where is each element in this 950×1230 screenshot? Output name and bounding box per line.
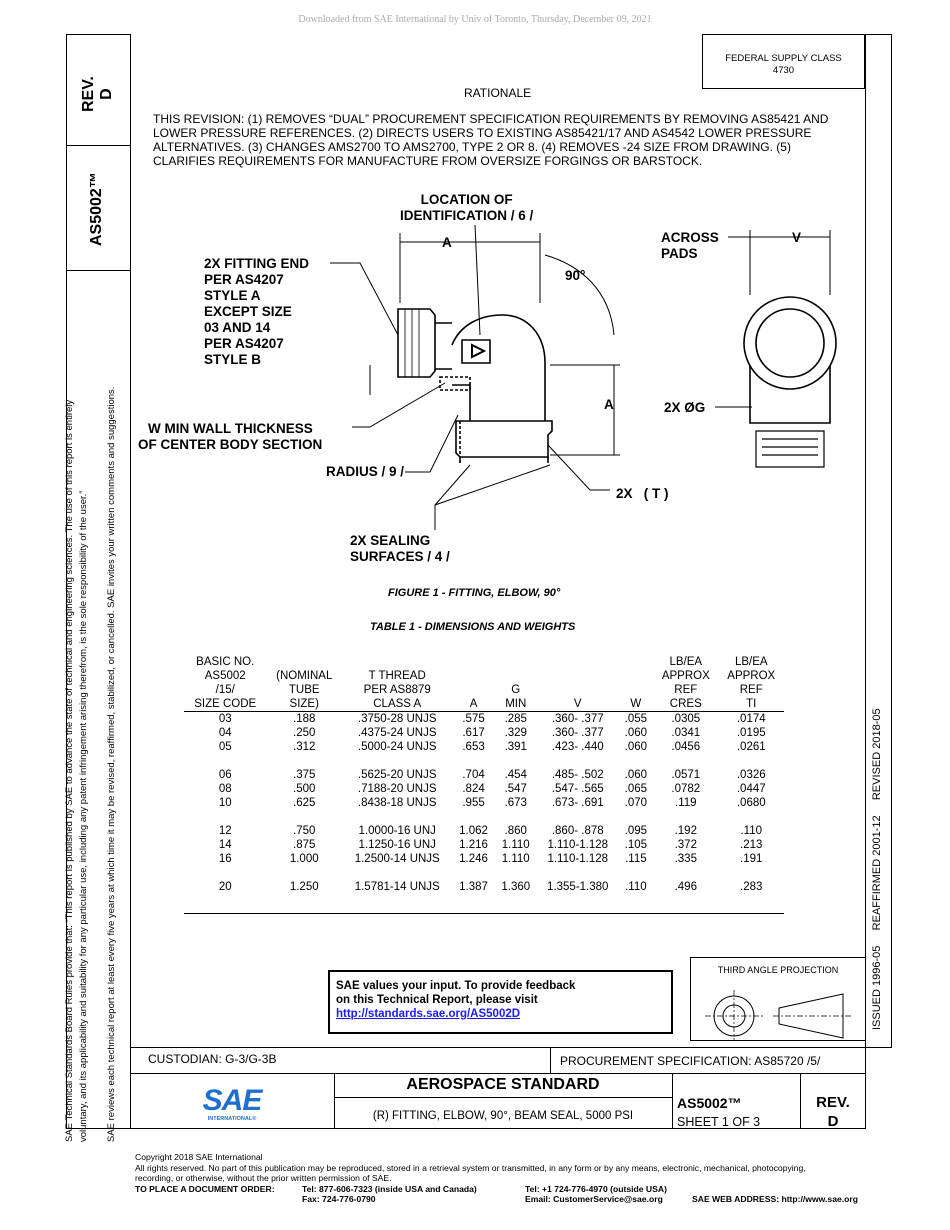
table-cell: .115 [625,853,647,865]
table-cell: .391 [504,741,527,753]
table-cell: .283 [740,881,763,893]
table-cell: .3750-28 UNJS [357,713,437,725]
table-row [184,852,784,866]
revision-block [800,1093,866,1131]
fitting-end-line-7: STYLE B [204,352,262,367]
table-cell: 1.1250-16 UNJ [358,839,436,851]
footer-tel-outside: Tel: +1 724-776-4970 (outside USA) [525,1183,667,1194]
sealing-line-1: 2X SEALING [350,533,431,548]
frame-top-left [66,34,130,35]
table-cell: .860 [504,825,527,837]
table-cell: 16 [218,853,232,865]
label-diam-g: 2X ØG [664,400,706,415]
table-cell: .0261 [736,741,766,753]
dimensions-table [184,655,784,894]
sheet-number: SHEET 1 OF 3 [677,1115,761,1129]
table-cell: .875 [293,839,316,851]
dim-v [750,230,830,295]
table-cell: 05 [218,741,232,753]
table-caption: TABLE 1 - DIMENSIONS AND WEIGHTS [370,621,576,633]
third-angle-projection [690,957,866,1041]
feedback-line-2: on this Technical Report, please visit [336,994,538,1006]
table-cell: .0680 [736,797,766,809]
table-cell: 1.2500-14 UNJS [354,853,440,865]
table-cell: .375 [293,769,316,781]
table-cell: .0195 [736,727,766,739]
table-cell: .0305 [671,713,701,725]
document-description: (R) FITTING, ELBOW, 90°, BEAM SEAL, 5000 PSI [372,1110,634,1122]
procurement-spec: PROCUREMENT SPECIFICATION: AS85720 /5/ [560,1054,821,1068]
leader-radius [405,415,458,472]
table-row [184,796,784,810]
table-cell: .110 [740,825,763,837]
col-tube-size: (NOMINAL TUBE SIZE) [276,670,333,710]
table-cell: 14 [218,839,232,851]
table-cell: .060 [624,727,648,739]
table-cell: .119 [675,797,697,809]
table-cell: .285 [504,713,527,725]
table-cell: .547 [504,783,527,795]
table-cell: .095 [624,825,648,837]
dim-a-top [400,233,540,303]
table-cell: .860- .878 [551,825,604,837]
col-cres: LB/EA APPROX REF CRES [661,656,710,710]
frame-top-right [865,34,891,35]
table-cell: 1.110-1.128 [547,839,609,851]
col-ti: LB/EA APPROX REF TI [727,656,776,710]
fitting-end-vertical [456,421,552,457]
leader-sealing [435,465,550,530]
table-row [184,810,784,838]
section-hatch [440,377,470,457]
table-cell: .360- .377 [551,713,604,725]
sealing-line-2: SURFACES / 4 / [350,549,450,564]
table-cell: .060 [624,741,648,753]
fitting-end-line-3: STYLE A [204,288,261,303]
table-cell: .5625-20 UNJS [357,769,437,781]
label-across-1: ACROSS [661,230,719,245]
footer [135,1152,858,1205]
fitting-end-horizontal [398,309,435,377]
table-cell: 03 [218,713,232,725]
table-cell: 1.387 [459,881,488,893]
aerospace-standard-heading: AEROSPACE STANDARD [406,1076,600,1093]
footer-order-label: TO PLACE A DOCUMENT ORDER: [135,1183,275,1194]
label-fitting-end [204,256,309,368]
table-cell: .454 [504,769,527,781]
table-cell: .065 [624,783,648,795]
footer-copyright: Copyright 2018 SAE International [135,1152,263,1162]
table-cell: .7188-20 UNJS [357,783,437,795]
sae-logo [196,1086,268,1122]
table-cell: .625 [293,797,316,809]
sae-logo-text: SAE [202,1084,262,1117]
title-top-line [130,1047,892,1048]
table-cell: 1.0000-16 UNJ [358,825,436,837]
table-cell: .105 [624,839,648,851]
label-location-1: LOCATION OF [420,192,513,207]
label-dim-a-right: A [604,397,614,412]
table-cell: .0447 [736,783,766,795]
feedback-box [328,970,673,1034]
fitting-end-line-2: PER AS4207 [204,272,284,287]
table-cell: .0341 [671,727,701,739]
title-div-proc [550,1047,551,1073]
table-cell: 1.110-1.128 [547,853,609,865]
fitting-end-line-5: 03 AND 14 [204,320,271,335]
heading-underline [334,1097,672,1098]
col-a: A [469,698,478,710]
w-min-line-2: OF CENTER BODY SECTION [138,437,323,452]
table-cell: .423- .440 [551,741,604,753]
label-location [400,192,533,224]
side-view-threads [756,431,824,467]
table-cell: .191 [740,853,763,865]
table-cell: .617 [462,727,485,739]
table-cell: 1.360 [501,881,531,893]
label-w-min [138,421,322,453]
col-v: V [573,698,582,710]
side-rev-value: D [98,88,115,100]
side-view-body [750,365,830,423]
table-cell: .0782 [671,783,701,795]
footer-email: Email: CustomerService@sae.org [525,1193,663,1204]
leader-thread-t [548,445,610,490]
table-cell: 06 [218,769,232,781]
fitting-end-line-4: EXCEPT SIZE [204,304,292,319]
side-disclaimer-3: SAE reviews each technical report at least every five years at which time it may be revised, reaffirmed, stabilized, or cancelled. SAE invites your written comments and suggestions. [106,386,117,1142]
table-cell: 1.062 [459,825,488,837]
table-cell: .673- .691 [551,797,604,809]
fitting-end-line-1: 2X FITTING END [204,256,310,271]
footer-fax: Fax: 724-776-0790 [302,1193,376,1204]
side-rev [80,76,116,112]
side-rev-divider [66,145,130,146]
footer-rights-1: All rights reserved. No part of this publication may be reproduced, stored in a retrieval system or transmitted, in any form or by any means, electronic, mechanical, photocopying, [135,1162,806,1173]
label-radius: RADIUS / 9 / [326,464,405,479]
table-cell: .0456 [671,741,701,753]
fitting-end-line-6: PER AS4207 [204,336,284,351]
table-cell: .485- .502 [551,769,604,781]
document-number: AS5002™ [677,1095,742,1111]
table-cell: .372 [674,839,697,851]
table-cell: .750 [293,825,316,837]
table-cell: .0326 [736,769,766,781]
table-header-row [184,655,784,712]
side-view-ring-outer [744,297,836,389]
title-mid-line [130,1073,866,1074]
revision-label: REV. [816,1094,850,1111]
table-cell: .213 [740,839,763,851]
side-disclaimer-2: voluntary, and its applicability and suitability for any particular use, including any patent infringement arising therefrom, is the sole responsibility of the user.” [78,490,89,1142]
table-cell: .704 [462,769,485,781]
rationale-body: THIS REVISION: (1) REMOVES “DUAL” PROCUREMENT SPECIFICATION REQUIREMENTS BY REMOVING AS85421 AND LOWER PRESSURE REFERENCES. (2) DIRECTS USERS TO EXISTING AS85421/17 AND AS4542 LOWER PRESSURE ALTERNATIVES. (3) CHANGES AMS2700 TO AMS2700, TYPE 2 OR 8. (4) REMOVES -24 SIZE FROM DRAWING. (5) CLARIFIES REQUIREMENTS FOR MANUFACTURE FROM OVERSIZE FORGINGS OR BARSTOCK. [153,112,829,168]
table-cell: 10 [218,797,232,809]
table-row [184,740,784,754]
col-w: W [630,698,642,710]
leader-w-min [352,383,445,427]
table-cell: 20 [218,881,232,893]
table-cell: .060 [624,769,648,781]
leader-fitting-end [330,263,398,335]
download-banner: Downloaded from SAE International by Univ of Toronto, Thursday, December 09, 2021 [298,14,652,25]
table-cell: .335 [674,853,697,865]
table-cell: 1.250 [289,881,319,893]
title-div-desc [672,1073,673,1128]
table-cell: .824 [462,783,485,795]
label-sealing [350,533,450,565]
label-across-pads [661,230,719,262]
table-cell: .070 [624,797,648,809]
elbow-body [452,315,545,421]
table-row [184,712,784,727]
federal-supply-class [702,34,865,89]
fsc-line2: 4730 [772,65,795,76]
thread-lines [405,309,419,377]
label-location-2: IDENTIFICATION / 6 / [400,208,534,223]
table-cell: .653 [462,741,485,753]
table-cell: 1.216 [459,839,488,851]
table-cell: 08 [218,783,232,795]
table-cell: 04 [218,727,232,739]
elbow-fitting-drawing [130,185,865,580]
table-row [184,754,784,782]
side-view-ring-inner [756,309,824,377]
sae-logo-sub: INTERNATIONAL® [207,1116,257,1122]
table-row [184,838,784,852]
table-cell: 1.5781-14 UNJS [354,881,440,893]
table-row [184,726,784,740]
label-angle: 90° [565,268,586,283]
table-cell: 1.246 [459,853,488,865]
label-across-2: PADS [661,246,698,261]
feedback-link[interactable]: http://standards.sae.org/AS5002D [336,1008,521,1020]
side-docnum: AS5002™ [88,172,105,246]
footer-tel-usa: Tel: 877-606-7323 (inside USA and Canada) [302,1183,477,1194]
table-cell: .055 [624,713,648,725]
table-row [184,782,784,796]
side-docnum-divider [66,270,130,271]
table-cell: .673 [504,797,527,809]
elbow-inner [462,340,490,363]
table-cell: 1.110 [501,839,530,851]
table-cell: .5000-24 UNJS [357,741,437,753]
table-cell: .8438-18 UNJS [357,797,437,809]
table-cell: .0174 [736,713,766,725]
fsc-line1: FEDERAL SUPPLY CLASS [725,53,842,64]
table-cell: .4375-24 UNJS [357,727,437,739]
table-cell: 1.355-1.380 [547,881,609,893]
table-cell: .955 [462,797,485,809]
rationale-title: RATIONALE [464,86,532,100]
table-cell: .496 [674,881,697,893]
table-row [184,866,784,894]
side-rev-label: REV. [80,76,97,112]
fitting-neck [435,323,452,369]
custodian: CUSTODIAN: G-3/G-3B [148,1052,277,1066]
figure-caption: FIGURE 1 - FITTING, ELBOW, 90° [388,587,561,599]
table-cell: .192 [674,825,697,837]
projection-symbol [691,980,865,1040]
col-thread: T THREAD PER AS8879 CLASS A [363,670,431,710]
table-cell: .547- .565 [551,783,604,795]
side-disclaimer-1: SAE Technical Standards Board Rules provide that: “This report is published by SAE to advance the state of technical and engineering sciences. The use of this report is entirely [64,399,75,1142]
table-cell: .500 [293,783,316,795]
id-marker [472,345,484,357]
table-cell: .360- .377 [551,727,604,739]
table-cell: 1.000 [289,853,319,865]
angle-arc [545,255,614,335]
feedback-line-1: SAE values your input. To provide feedback [336,980,576,992]
table-cell: .0571 [671,769,701,781]
label-thread-t: 2X ( T ) [616,486,669,501]
col-g: G MIN [505,684,527,710]
thread-section [460,457,548,463]
label-dim-a: A [442,235,452,250]
table-bottom-rule [184,913,784,914]
table-cell: .312 [293,741,316,753]
frame-right-outer [891,34,892,1048]
col-size-code: BASIC NO. AS5002 /15/ SIZE CODE [194,656,257,710]
third-angle-label: THIRD ANGLE PROJECTION [717,965,839,975]
table-cell: .110 [625,881,647,893]
footer-web: SAE WEB ADDRESS: http://www.sae.org [692,1193,858,1204]
table-cell: 12 [218,825,232,837]
table-cell: 1.110 [501,853,530,865]
w-min-line-1: W MIN WALL THICKNESS [148,421,313,436]
table-cell: .188 [293,713,316,725]
table-cell: .329 [504,727,527,739]
table-cell: .575 [462,713,485,725]
label-dim-v: V [792,230,802,245]
issue-history: ISSUED 1996-05 REAFFIRMED 2001-12 REVISED 2018-05 [871,708,883,1030]
table-cell: .250 [293,727,316,739]
footer-rights-2: recording, or otherwise, without the prior written permission of SAE. [135,1173,392,1183]
revision-value: D [827,1113,839,1130]
